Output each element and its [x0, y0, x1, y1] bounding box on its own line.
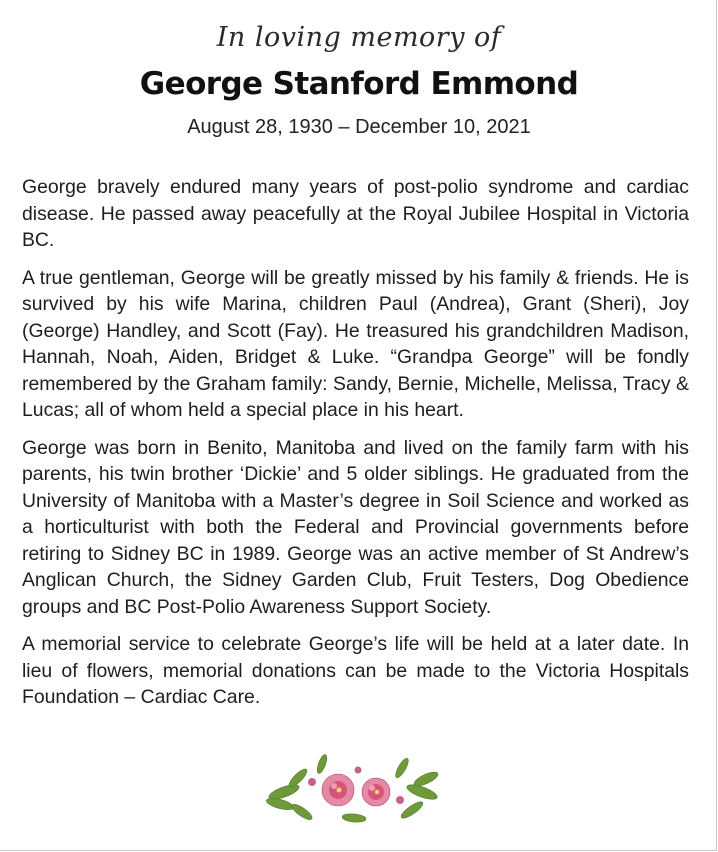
- paragraph-service: A memorial service to celebrate George’s life will be held at a later date. In lieu of flowers, memorial donations can be made to the Victoria Hospitals Foundation – Cardiac Care.: [22, 633, 689, 708]
- memorial-intro: In loving memory of: [216, 22, 502, 53]
- paragraph-illness: George bravely endured many years of post-polio syndrome and cardiac disease. He passed away peacefully at the Royal Jubilee Hospital in Victoria BC.: [22, 176, 689, 251]
- paragraph-biography: George was born in Benito, Manitoba and lived on the family farm with his parents, his twin brother ‘Dickie’ and 5 older siblings. He graduated from the University of Manitoba with a Master’s degree in Soil Science and worked as a horticulturist with both the Federal and Provincial governments before retiring to Sidney BC in 1989. George was an active member of St Andrew’s Anglican Church, the Sidney Garden Club, Fruit Testers, Dog Obedience groups and BC Post-Polio Awareness Support Society.: [22, 436, 689, 618]
- paragraph-family: A true gentleman, George will be greatly missed by his family & friends. He is survived by his wife Marina, children Paul (Andrea), Grant (Sheri), Joy (George) Handley, and Scott (Fay). He treasured his grandchildren Madison, Hannah, Noah, Aiden, Bridget & Luke. “Grandpa George” will be fondly remembered by the Graham family: Sandy, Bernie, Michelle, Melissa, Tracy & Lucas; all of whom held a special place in his heart.: [22, 266, 689, 421]
- life-dates: August 28, 1930 – December 10, 2021: [187, 116, 531, 138]
- floral-spray-icon: [262, 752, 446, 830]
- deceased-name: George Stanford Emmond: [139, 66, 579, 102]
- obituary-text: [22, 174, 689, 722]
